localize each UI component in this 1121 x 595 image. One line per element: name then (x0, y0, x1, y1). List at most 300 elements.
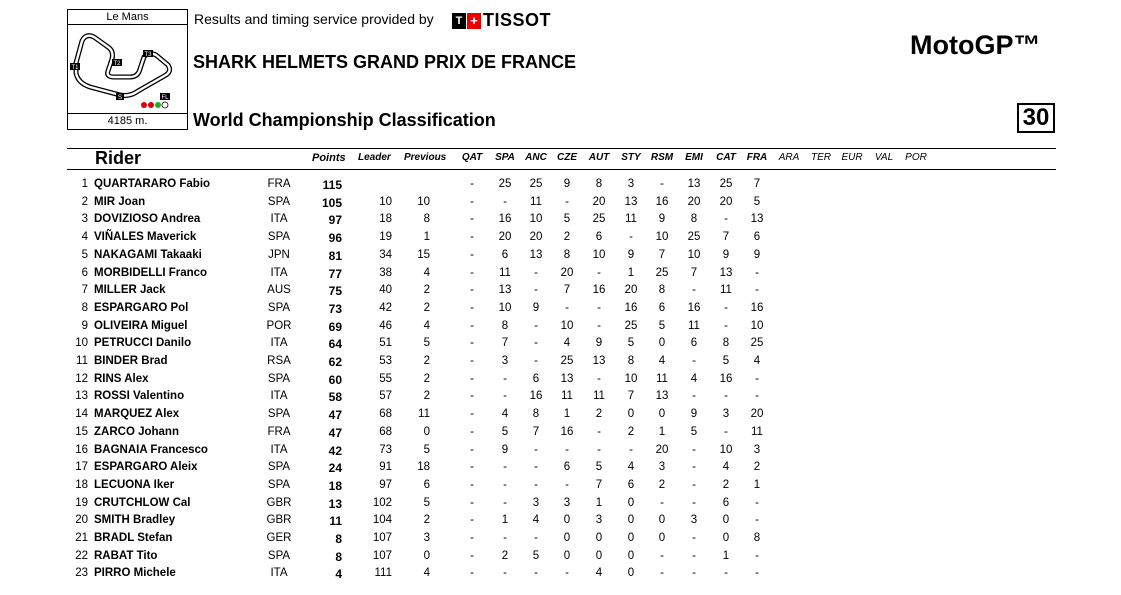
race-result: 11 (688, 319, 700, 332)
rider-previous-gap: 2 (423, 284, 430, 297)
race-result: - (597, 372, 601, 385)
race-result: 20 (529, 231, 543, 244)
race-result: - (534, 266, 538, 279)
race-result: 9 (753, 248, 761, 261)
race-result: 10 (655, 231, 669, 244)
race-result: 9 (563, 178, 571, 190)
race-result: - (470, 461, 474, 474)
race-result: - (470, 496, 474, 509)
race-header-emi: EMI (685, 152, 703, 163)
rider-previous-gap: 15 (417, 248, 430, 261)
race-header-por: POR (905, 152, 927, 163)
race-result: - (597, 443, 601, 456)
rider-name: ESPARGARO Pol (94, 301, 189, 314)
race-result: 16 (624, 301, 638, 314)
table-row (0, 550, 1121, 568)
race-result: 4 (753, 355, 761, 367)
rider-points: 73 (328, 301, 342, 316)
race-result: - (755, 390, 759, 403)
table-row (0, 302, 1121, 320)
race-result: - (470, 284, 474, 297)
race-result: 16 (529, 390, 543, 403)
race-result: - (692, 478, 696, 491)
race-result: 11 (751, 425, 763, 438)
race-result: 5 (753, 195, 761, 208)
rider-name: BRADL Stefan (94, 532, 173, 544)
table-row (0, 355, 1121, 373)
race-result: 20 (719, 195, 733, 208)
race-header-cat: CAT (716, 152, 736, 163)
race-result: - (755, 549, 759, 562)
race-result: - (724, 567, 728, 580)
rider-position: 21 (75, 532, 88, 544)
race-result: - (660, 178, 664, 190)
race-result: - (534, 337, 538, 350)
race-result: 7 (627, 390, 635, 403)
race-result: 11 (561, 390, 573, 403)
rider-points: 8 (335, 532, 342, 546)
race-header-anc: ANC (525, 152, 547, 163)
points-header: Points (312, 152, 346, 164)
race-result: 0 (595, 532, 603, 544)
rider-position: 4 (81, 231, 88, 244)
rider-position: 19 (75, 496, 88, 509)
rider-position: 22 (75, 549, 88, 562)
race-result: 0 (722, 532, 730, 544)
rider-points: 24 (328, 461, 342, 476)
rider-name: BINDER Brad (94, 355, 168, 367)
race-result: 4 (595, 567, 603, 580)
race-result: 0 (627, 496, 635, 509)
rider-leader-gap: 51 (379, 337, 392, 350)
race-result: - (470, 248, 474, 261)
race-result: 25 (687, 231, 701, 244)
rider-position: 11 (76, 355, 88, 367)
rider-nation: ITA (270, 337, 288, 350)
rider-previous-gap: 4 (423, 319, 430, 332)
table-row (0, 373, 1121, 391)
race-result: 2 (753, 461, 761, 474)
rider-leader-gap: 102 (372, 496, 392, 509)
previous-header: Previous (404, 152, 447, 163)
rider-nation: SPA (267, 408, 291, 421)
rider-name: VIÑALES Maverick (94, 231, 197, 244)
race-result: - (692, 284, 696, 297)
race-result: 25 (719, 178, 733, 190)
rider-name: PIRRO Michele (94, 567, 176, 580)
rider-leader-gap: 42 (379, 301, 392, 314)
race-result: 5 (722, 355, 730, 367)
race-result: 4 (722, 461, 730, 474)
table-row (0, 196, 1121, 214)
race-result: - (470, 532, 474, 544)
race-result: 5 (627, 337, 635, 350)
rider-previous-gap: 4 (423, 567, 430, 580)
race-result: 2 (501, 549, 509, 562)
rider-points: 77 (328, 266, 342, 281)
race-result: 1 (627, 266, 635, 279)
race-result: 6 (501, 248, 509, 261)
race-result: 0 (627, 567, 635, 580)
rider-points: 13 (328, 496, 342, 511)
race-result: - (660, 549, 664, 562)
race-result: 2 (563, 231, 571, 244)
race-result: - (755, 514, 759, 527)
rider-leader-gap: 19 (379, 231, 392, 244)
rider-previous-gap: 18 (417, 461, 430, 474)
race-result: - (629, 443, 633, 456)
table-row (0, 231, 1121, 249)
rider-previous-gap: 2 (423, 355, 430, 367)
race-result: 16 (655, 195, 669, 208)
rider-nation: AUS (267, 284, 291, 297)
race-result: - (470, 213, 474, 226)
rider-name: MIR Joan (94, 195, 146, 208)
rider-leader-gap: 91 (379, 461, 392, 474)
race-result: 13 (750, 213, 764, 226)
race-result: - (755, 284, 759, 297)
rider-position: 13 (75, 390, 88, 403)
rider-nation: ITA (270, 266, 288, 279)
race-result: 25 (529, 178, 543, 190)
rider-name: DOVIZIOSO Andrea (94, 213, 201, 226)
rider-nation: JPN (268, 248, 290, 261)
race-result: 2 (658, 478, 666, 491)
race-result: 8 (532, 408, 540, 421)
race-result: 3 (532, 496, 540, 509)
race-result: - (470, 408, 474, 421)
race-result: 13 (498, 284, 512, 297)
race-result: 0 (595, 549, 603, 562)
table-row (0, 461, 1121, 479)
rider-points: 97 (328, 213, 342, 228)
rider-name: PETRUCCI Danilo (94, 337, 192, 350)
race-result: 7 (595, 478, 603, 491)
race-result: 1 (658, 425, 666, 438)
rider-position: 10 (75, 337, 88, 350)
race-result: 25 (498, 178, 512, 190)
race-result: 0 (658, 408, 666, 421)
race-result: - (470, 195, 474, 208)
rider-name: NAKAGAMI Takaaki (94, 248, 202, 261)
race-result: 6 (722, 496, 730, 509)
rider-leader-gap: 34 (379, 248, 392, 261)
turn-label-t3: T3 (144, 52, 152, 58)
race-result: 8 (627, 355, 635, 367)
race-result: 7 (563, 284, 571, 297)
rider-previous-gap: 11 (418, 408, 430, 421)
race-result: 9 (532, 301, 540, 314)
race-result: 16 (719, 372, 733, 385)
race-result: 3 (501, 355, 509, 367)
table-row (0, 337, 1121, 355)
race-result: 9 (627, 248, 635, 261)
rider-leader-gap: 10 (379, 195, 392, 208)
rider-position: 14 (75, 408, 88, 421)
race-result: 0 (563, 514, 571, 527)
tissot-logo: T + TISSOT (452, 10, 551, 30)
rider-points: 69 (328, 319, 342, 334)
rider-nation: SPA (267, 549, 291, 562)
turn-label-t1: T1 (71, 65, 79, 71)
race-result: 16 (687, 301, 701, 314)
rider-nation: GBR (266, 514, 292, 527)
race-result: 10 (560, 319, 574, 332)
rider-leader-gap: 73 (379, 443, 392, 456)
race-result: 1 (722, 549, 730, 562)
race-result: - (534, 567, 538, 580)
race-result: 2 (595, 408, 603, 421)
rider-nation: ITA (270, 390, 288, 403)
race-result: 0 (627, 549, 635, 562)
rider-nation: SPA (267, 301, 291, 314)
race-header-aut: AUT (588, 152, 610, 163)
rider-leader-gap: 104 (372, 514, 392, 527)
race-result: - (470, 266, 474, 279)
rider-name: BAGNAIA Francesco (94, 443, 208, 456)
race-result: 6 (753, 231, 761, 244)
race-result: - (692, 390, 696, 403)
rider-nation: ITA (270, 443, 288, 456)
rider-leader-gap: 68 (379, 425, 392, 438)
rider-leader-gap: 107 (372, 532, 392, 544)
race-result: 20 (560, 266, 574, 279)
rider-nation: SPA (267, 372, 291, 385)
circuit-length-box (67, 113, 188, 130)
table-row (0, 390, 1121, 408)
rider-points: 47 (328, 425, 342, 440)
table-row (0, 408, 1121, 426)
rider-name: MORBIDELLI Franco (94, 266, 208, 279)
table-row (0, 444, 1121, 462)
race-header-ter: TER (811, 152, 831, 163)
circuit-name-box (67, 9, 188, 25)
race-header-spa: SPA (495, 152, 515, 163)
rider-name: MARQUEZ Alex (94, 408, 180, 421)
series-logo: MotoGP™ (910, 30, 1041, 60)
race-result: 0 (563, 532, 571, 544)
table-row (0, 284, 1121, 302)
rider-leader-gap: 40 (379, 284, 392, 297)
rider-name: RINS Alex (94, 372, 149, 385)
race-result: 13 (529, 248, 543, 261)
rider-position: 18 (75, 478, 88, 491)
rider-position: 9 (81, 319, 88, 332)
race-result: 5 (532, 549, 540, 562)
rider-points: 64 (328, 337, 342, 352)
rider-position: 3 (81, 213, 88, 226)
race-result: 4 (532, 514, 540, 527)
rider-nation: POR (266, 319, 292, 332)
rider-previous-gap: 5 (423, 443, 430, 456)
race-result: - (470, 425, 474, 438)
race-result: 4 (501, 408, 509, 421)
race-result: - (692, 532, 696, 544)
race-result: - (503, 496, 507, 509)
race-result: - (470, 337, 474, 350)
race-result: 20 (624, 284, 638, 297)
race-result: - (534, 319, 538, 332)
race-result: 0 (627, 408, 635, 421)
race-result: 8 (501, 319, 509, 332)
race-result: - (692, 567, 696, 580)
rider-previous-gap: 5 (423, 337, 430, 350)
race-result: 10 (719, 443, 733, 456)
race-result: - (597, 266, 601, 279)
race-result: 10 (750, 319, 764, 332)
rider-nation: GBR (266, 496, 292, 509)
rider-name: RABAT Tito (94, 549, 158, 562)
race-result: 5 (595, 461, 603, 474)
table-top-rule (67, 148, 1056, 149)
race-result: - (755, 496, 759, 509)
race-result: - (534, 532, 538, 544)
race-result: 20 (655, 443, 669, 456)
race-result: 1 (501, 514, 509, 527)
race-result: - (565, 443, 569, 456)
rider-nation: SPA (267, 461, 291, 474)
tissot-plus-icon: + (467, 13, 481, 29)
race-result: - (692, 461, 696, 474)
race-result: 2 (627, 425, 635, 438)
circuit-name: Le Mans (106, 11, 149, 23)
race-result: 0 (563, 549, 571, 562)
race-result: - (470, 231, 474, 244)
event-title: SHARK HELMETS GRAND PRIX DE FRANCE (193, 52, 577, 72)
race-header-rsm: RSM (650, 152, 674, 163)
rider-nation: ITA (270, 213, 288, 226)
rider-points: 81 (328, 248, 342, 263)
rider-nation: ITA (270, 567, 288, 580)
race-result: - (503, 195, 507, 208)
race-result: 13 (560, 372, 574, 385)
rider-leader-gap: 46 (379, 319, 392, 332)
race-result: 25 (655, 266, 669, 279)
table-row (0, 267, 1121, 285)
rider-position: 16 (75, 443, 88, 456)
race-result: 8 (563, 248, 571, 261)
race-result: 0 (658, 514, 666, 527)
race-result: 11 (720, 284, 732, 297)
race-result: - (470, 301, 474, 314)
race-header-qat: QAT (461, 152, 483, 163)
race-result: - (470, 549, 474, 562)
race-result: 2 (722, 478, 730, 491)
race-result: - (470, 567, 474, 580)
race-result: 11 (530, 195, 542, 208)
race-result: 7 (532, 425, 540, 438)
race-result: - (470, 390, 474, 403)
race-result: 0 (627, 532, 635, 544)
table-row (0, 213, 1121, 231)
race-result: - (692, 355, 696, 367)
leader-header: Leader (358, 152, 391, 163)
table-row (0, 479, 1121, 497)
race-result: 3 (658, 461, 666, 474)
rider-points: 42 (328, 443, 342, 458)
race-result: 1 (595, 496, 603, 509)
rider-points: 115 (322, 178, 342, 192)
rider-name: SMITH Bradley (94, 514, 176, 527)
race-result: 3 (690, 514, 698, 527)
race-result: 10 (498, 301, 512, 314)
race-result: - (534, 461, 538, 474)
race-result: 6 (690, 337, 698, 350)
race-result: - (503, 372, 507, 385)
rider-points: 4 (335, 567, 342, 582)
rider-name: QUARTARARO Fabio (94, 178, 211, 190)
race-result: 11 (499, 266, 511, 279)
race-result: - (629, 231, 633, 244)
race-result: 8 (658, 284, 666, 297)
table-header-rule (67, 169, 1056, 170)
race-result: - (692, 496, 696, 509)
rider-previous-gap: 8 (423, 213, 430, 226)
rider-previous-gap: 6 (423, 478, 430, 491)
race-result: - (724, 301, 728, 314)
race-result: 8 (753, 532, 761, 544)
page-number: 30 (1017, 103, 1055, 133)
timing-text: Results and timing service provided by (194, 11, 434, 27)
race-result: - (692, 443, 696, 456)
race-header-val: VAL (874, 152, 894, 163)
table-row (0, 567, 1121, 585)
tissot-cross-icon: T (452, 13, 466, 29)
race-result: - (470, 178, 474, 190)
race-result: 4 (563, 337, 571, 350)
table-row (0, 249, 1121, 267)
rider-name: ROSSI Valentino (94, 390, 185, 403)
rider-previous-gap: 2 (423, 372, 430, 385)
rider-position: 1 (81, 178, 88, 190)
rider-points: 11 (329, 514, 342, 529)
race-result: 9 (595, 337, 603, 350)
classification-title: World Championship Classification (193, 110, 496, 130)
race-result: 1 (753, 478, 761, 491)
rider-nation: SPA (267, 231, 291, 244)
table-row (0, 426, 1121, 444)
track-layout-icon (68, 25, 187, 113)
race-result: 6 (658, 301, 666, 314)
race-result: 7 (722, 231, 730, 244)
rider-position: 8 (81, 301, 88, 314)
race-result: 25 (750, 337, 764, 350)
rider-header: Rider (95, 148, 142, 168)
race-result: - (565, 301, 569, 314)
race-result: 25 (592, 213, 606, 226)
rider-leader-gap: 18 (379, 213, 392, 226)
race-result: 4 (627, 461, 635, 474)
race-result: - (470, 514, 474, 527)
circuit-map (67, 24, 188, 114)
race-result: 3 (595, 514, 603, 527)
race-result: 7 (658, 248, 666, 261)
race-result: - (534, 284, 538, 297)
race-result: 20 (498, 231, 512, 244)
rider-name: OLIVEIRA Miguel (94, 319, 188, 332)
race-result: 0 (627, 514, 635, 527)
race-result: 16 (750, 301, 764, 314)
race-result: 13 (624, 195, 638, 208)
rider-points: 75 (328, 284, 342, 299)
race-result: 13 (592, 355, 606, 367)
race-result: 9 (501, 443, 509, 456)
race-result: - (565, 567, 569, 580)
race-result: 7 (501, 337, 509, 350)
race-result: 9 (690, 408, 698, 421)
race-result: 20 (687, 195, 701, 208)
table-row (0, 178, 1121, 196)
